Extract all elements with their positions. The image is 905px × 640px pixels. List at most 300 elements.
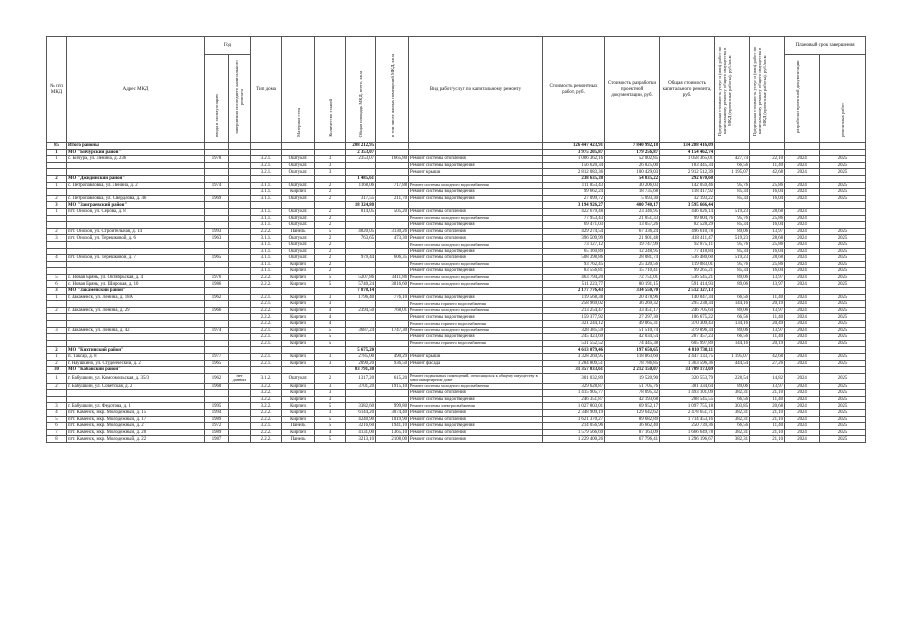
cell-deadline-design: 2024 [785, 307, 820, 314]
cell-deadline-design: 2024 [785, 416, 820, 423]
district-row [47, 175, 866, 182]
cell-total-cost: 99 265,21 [660, 268, 715, 275]
cell-residential-area: 776,10 [376, 294, 409, 301]
cell-wall-material: Кирпич [282, 274, 315, 281]
cell-number [47, 215, 67, 222]
cell-total-area: 5740,24 [346, 281, 376, 288]
cell-residential-area [376, 268, 409, 275]
cell-floors: 3 [315, 396, 346, 403]
cell-work-type: Ремонт системы отопления [409, 228, 543, 235]
cell-house-type: 2.2.2. [251, 409, 282, 416]
cell-design-cost: 13 057,26 [605, 222, 660, 229]
cell-limit-cost-2 [750, 202, 785, 209]
cell-deadline-repair [820, 149, 866, 156]
cell-work-type: Ремонт системы электроснабжения [409, 403, 543, 410]
cell-limit-cost-1: 95,76 [715, 215, 750, 222]
cell-number [47, 222, 67, 229]
cell-wall-material: Кирпич [282, 334, 315, 341]
cell-floors: 3 [315, 162, 346, 169]
cell-total-cost: 295 238,34 [660, 301, 715, 308]
cell-total-cost: 1 296 196,67 [660, 436, 715, 443]
cell-residential-area: 505,20 [376, 208, 409, 215]
table-row [47, 268, 866, 275]
cell-year-overhaul [229, 429, 251, 436]
cell-residential-area: 473,30 [376, 235, 409, 242]
cell-year-commission [205, 175, 229, 182]
cell-floors: 4 [315, 429, 346, 436]
table-row [47, 222, 866, 229]
cell-limit-cost-1: 1 195,07 [715, 169, 750, 176]
cell-address [67, 340, 205, 347]
cell-house-type: 3.1.1. [251, 222, 282, 229]
cell-year-commission: 1965 [205, 360, 229, 367]
table-row [47, 281, 866, 288]
cell-house-type: 2.2.2. [251, 281, 282, 288]
cell-work-type: Ремонт системы холодного водоснабжения [409, 307, 543, 314]
cell-year-commission: 1966 [205, 307, 229, 314]
cell-deadline-repair [820, 143, 866, 150]
cell-total-area: 2890,20 [346, 360, 376, 367]
cell-repair-cost: 245 423,69 [543, 334, 605, 341]
cell-total-area: 2394,50 [346, 307, 376, 314]
cell-year-overhaul [229, 347, 251, 354]
cell-limit-cost-1: 66,56 [715, 162, 750, 169]
cell-limit-cost-1: 382,31 [715, 436, 750, 443]
cell-year-commission: 1994 [205, 409, 229, 416]
col-header-wall-material-text: Материал стен [295, 108, 301, 137]
cell-repair-cost: 1 027 803,01 [543, 403, 605, 410]
cell-wall-material: Кирпич [282, 268, 315, 275]
cell-total-cost: 591 414,93 [660, 281, 715, 288]
cell-house-type: 3.1.1. [251, 268, 282, 275]
cell-year-commission: 1989 [205, 416, 229, 423]
cell-year-overhaul [229, 327, 251, 334]
cell-deadline-repair [820, 222, 866, 229]
cell-limit-cost-1: 66,56 [715, 334, 750, 341]
cell-floors: 2 [315, 255, 346, 262]
cell-limit-cost-2: 20,68 [750, 403, 785, 410]
cell-wall-material: Кирпич [282, 409, 315, 416]
cell-limit-cost-2: 28,68 [750, 235, 785, 242]
cell-year-commission: 1965 [205, 255, 229, 262]
cell-limit-cost-1: 303,85 [715, 403, 750, 410]
cell-limit-cost-2: 21,10 [750, 436, 785, 443]
cell-repair-cost: 301 032,89 [543, 373, 605, 383]
col-header-deadline-design [785, 55, 820, 143]
cell-floors [315, 149, 346, 156]
cell-total-cost: 288 545,55 [660, 396, 715, 403]
cell-year-overhaul [229, 423, 251, 430]
cell-address: г. Бабушкин, ул. Комсомольская, д. 35/3 [67, 373, 205, 383]
cell-total-cost: 4 810 730,11 [660, 347, 715, 354]
cell-work-type: Ремонт системы водоотведения [409, 396, 543, 403]
table-row [47, 390, 866, 397]
col-header-total-area [346, 37, 376, 143]
cell-house-type: 3.2.2. [251, 390, 282, 397]
cell-year-commission [205, 314, 229, 321]
cell-total-area [346, 390, 376, 397]
cell-residential-area [376, 169, 409, 176]
cell-number: 85 [47, 143, 67, 150]
cell-design-cost: 334 550,70 [605, 288, 660, 295]
cell-wall-material: Кирпич [282, 327, 315, 334]
cell-design-cost: 42 193,68 [605, 396, 660, 403]
cell-deadline-repair [820, 215, 866, 222]
table-row [47, 383, 866, 390]
cell-limit-cost-2: 16,04 [750, 248, 785, 255]
cell-deadline-repair: 2025 [820, 416, 866, 423]
cell-address: с. Петропавловка, ул. Свердлова, д. 46 [67, 195, 205, 202]
cell-deadline-design: 2024 [785, 195, 820, 202]
cell-floors: 4 [315, 314, 346, 321]
cell-deadline-design: 2024 [785, 281, 820, 288]
cell-deadline-design: 2024 [785, 354, 820, 361]
cell-year-overhaul [229, 175, 251, 182]
cell-wall-material [282, 347, 315, 354]
cell-deadline-repair [820, 208, 866, 215]
cell-wall-material: Оштукат. [282, 255, 315, 262]
cell-deadline-design: 2024 [785, 429, 820, 436]
cell-total-cost: 1 058 365,01 [660, 156, 715, 163]
cell-repair-cost: 422 679,48 [543, 208, 605, 215]
cell-address: пгт. Каменск, мкр. Молодежный, д. 17 [67, 416, 205, 423]
cell-residential-area: 1915,10 [376, 383, 409, 390]
cell-deadline-design: 2024 [785, 215, 820, 222]
cell-work-type: Ремонт системы отопления [409, 208, 543, 215]
cell-house-type: 3.1.1. [251, 195, 282, 202]
cell-total-area: 2785,00 [346, 354, 376, 361]
col-header-year-overhaul-text: завершения последнего капитального ремонта [233, 60, 244, 134]
cell-number [47, 396, 67, 403]
cell-repair-cost: 463 794,20 [543, 274, 605, 281]
cell-design-cost: 74 445,38 [605, 340, 660, 347]
cell-total-area [346, 222, 376, 229]
cell-year-overhaul: нет данных [229, 373, 251, 383]
cell-address: с. Новая Брянь, ул. Октябрьская, д. 4 [67, 274, 205, 281]
cell-year-overhaul [229, 416, 251, 423]
table-row [47, 189, 866, 196]
cell-house-type: 2.2.1. [251, 360, 282, 367]
cell-deadline-design: 2024 [785, 373, 820, 383]
cell-design-cost: 18 735,68 [605, 189, 660, 196]
cell-limit-cost-2: 20,19 [750, 301, 785, 308]
cell-deadline-repair: 2025 [820, 314, 866, 321]
cell-year-commission: 1968 [205, 383, 229, 390]
cell-year-commission [205, 202, 229, 209]
cell-floors: 5 [315, 228, 346, 235]
cell-deadline-design: 2024 [785, 162, 820, 169]
cell-design-cost: 28 081,74 [605, 255, 660, 262]
cell-year-commission: 1993 [205, 228, 229, 235]
cell-total-area: 3213,10 [346, 436, 376, 443]
table-row [47, 321, 866, 328]
cell-design-cost: 69 952,17 [605, 403, 660, 410]
cell-total-cost: 2 512 327,13 [660, 288, 715, 295]
cell-total-area: 7 878,14 [346, 288, 376, 295]
cell-limit-cost-1: 89,06 [715, 281, 750, 288]
cell-house-type: 3.2.1. [251, 423, 282, 430]
cell-work-type: Ремонт системы холодного водоснабжения [409, 241, 543, 248]
cell-design-cost: 49 065,31 [605, 321, 660, 328]
cell-floors: 2 [315, 261, 346, 268]
cell-deadline-design: 2024 [785, 409, 820, 416]
cell-number [47, 261, 67, 268]
cell-residential-area: 211,70 [376, 195, 409, 202]
cell-address: г. Наушкино, ул. Студенческий, д. 2 [67, 360, 205, 367]
cell-house-type: 2.2.2. [251, 416, 282, 423]
table-row [47, 396, 866, 403]
cell-floors: 3 [315, 169, 346, 176]
table-row [47, 354, 866, 361]
cell-floors: 5 [315, 423, 346, 430]
cell-year-commission [205, 169, 229, 176]
cell-number [47, 334, 67, 341]
cell-year-overhaul [229, 268, 251, 275]
cell-deadline-design [785, 367, 820, 374]
cell-year-overhaul [229, 255, 251, 262]
cell-year-commission [205, 347, 229, 354]
cell-residential-area [376, 202, 409, 209]
cell-total-cost: 183 445,34 [660, 162, 715, 169]
cell-year-overhaul [229, 235, 251, 242]
cell-address [67, 268, 205, 275]
cell-design-cost: 19 520,90 [605, 373, 660, 383]
cell-house-type: 3.2.2. [251, 396, 282, 403]
table-row [47, 314, 866, 321]
cell-year-overhaul [229, 436, 251, 443]
cell-year-commission: 1974 [205, 327, 229, 334]
cell-deadline-repair: 2025 [820, 241, 866, 248]
cell-year-commission [205, 334, 229, 341]
cell-number: 4 [47, 255, 67, 262]
cell-year-overhaul [229, 307, 251, 314]
cell-work-type [409, 288, 543, 295]
cell-residential-area: 490,29 [376, 354, 409, 361]
cell-year-commission: 1976 [205, 274, 229, 281]
cell-total-area [346, 301, 376, 308]
cell-address [67, 248, 205, 255]
cell-total-area: 6144,20 [346, 409, 376, 416]
table-row [47, 403, 866, 410]
cell-total-area: 317,55 [346, 195, 376, 202]
cell-total-area: 208 212,95 [346, 143, 376, 150]
col-header-floors-text: Количество этажей [327, 99, 333, 137]
cell-design-cost: 19 747,99 [605, 241, 660, 248]
cell-address: МО "Закаменский район" [67, 288, 205, 295]
cell-deadline-repair [820, 347, 866, 354]
cell-repair-cost: 3 328 269,95 [543, 354, 605, 361]
cell-limit-cost-1 [715, 149, 750, 156]
cell-limit-cost-2: 28,68 [750, 255, 785, 262]
cell-house-type: 3.2.1. [251, 169, 282, 176]
cell-work-type: Ремонт системы водоотведения [409, 268, 543, 275]
cell-work-type: Ремонт системы холодного водоснабжения [409, 182, 543, 189]
cell-floors: 3 [315, 390, 346, 397]
cell-limit-cost-2: 21,10 [750, 409, 785, 416]
cell-deadline-repair: 2025 [820, 373, 866, 383]
cell-total-cost: 418 411,47 [660, 235, 715, 242]
cell-limit-cost-2: 13,97 [750, 307, 785, 314]
cell-residential-area: 1665,80 [376, 156, 409, 163]
cell-work-type: Ремонт системы отопления [409, 409, 543, 416]
cell-design-cost: 72 751,01 [605, 274, 660, 281]
cell-wall-material [282, 367, 315, 374]
cell-design-cost: 30 206,03 [605, 182, 660, 189]
cell-deadline-repair [820, 175, 866, 182]
table-row [47, 228, 866, 235]
cell-year-overhaul [229, 301, 251, 308]
capital-repair-table [46, 36, 866, 443]
cell-house-type [251, 149, 282, 156]
cell-floors: 2 [315, 222, 346, 229]
cell-deadline-design: 2024 [785, 255, 820, 262]
cell-floors: 3 [315, 409, 346, 416]
cell-repair-cost: 156 620,34 [543, 162, 605, 169]
table-row [47, 215, 866, 222]
cell-repair-cost: 258 969,02 [543, 301, 605, 308]
cell-number: 5 [47, 416, 67, 423]
cell-floors [315, 288, 346, 295]
cell-floors: 5 [315, 274, 346, 281]
cell-work-type: Ремонт фасада [409, 360, 543, 367]
cell-total-cost: 379 896,34 [660, 327, 715, 334]
cell-address: пгт. Онохой, ул. Серова, д. 8 [67, 208, 205, 215]
cell-address [67, 215, 205, 222]
cell-deadline-repair: 2025 [820, 261, 866, 268]
cell-floors: 2 [315, 248, 346, 255]
cell-deadline-repair: 2025 [820, 189, 866, 196]
cell-limit-cost-2: 16,04 [750, 222, 785, 229]
cell-floors: 2 [315, 235, 346, 242]
cell-design-cost: 129 642,62 [605, 409, 660, 416]
cell-floors: 2 [315, 373, 346, 383]
cell-wall-material: Оштукат. [282, 373, 315, 383]
cell-deadline-design: 2024 [785, 222, 820, 229]
cell-residential-area: 768,01 [376, 307, 409, 314]
cell-limit-cost-2: 22,10 [750, 156, 785, 163]
cell-year-overhaul [229, 261, 251, 268]
cell-deadline-design: 2024 [785, 241, 820, 248]
cell-total-area: 83 791,30 [346, 367, 376, 374]
cell-address: г. Закаменск, ул. Ленина, д. 42 [67, 327, 205, 334]
cell-deadline-repair: 2025 [820, 294, 866, 301]
cell-work-type: Ремонт системы отопления [409, 436, 543, 443]
cell-deadline-repair: 2025 [820, 228, 866, 235]
cell-residential-area: 3874,40 [376, 409, 409, 416]
cell-year-overhaul [229, 248, 251, 255]
cell-design-cost: 67 336,24 [605, 228, 660, 235]
cell-address: с. Петропавловка, ул. Ленина, д. 2 [67, 182, 205, 189]
col-header-floors [315, 37, 346, 143]
cell-address: пгт. Онохой, ул. Терешковой, д. 7 [67, 255, 205, 262]
cell-floors [315, 202, 346, 209]
cell-address: г. Закаменск, ул. Ленина, д. 18А [67, 294, 205, 301]
cell-work-type: Ремонт системы горячего водоснабжения [409, 340, 543, 347]
cell-limit-cost-1: 85,34 [715, 268, 750, 275]
cell-design-cost: 27 297,30 [605, 314, 660, 321]
cell-deadline-repair: 2025 [820, 327, 866, 334]
cell-deadline-design: 2024 [785, 383, 820, 390]
cell-number [47, 340, 67, 347]
cell-residential-area: 717,88 [376, 182, 409, 189]
cell-number: 3 [47, 288, 67, 295]
cell-limit-cost-2: 21,10 [750, 429, 785, 436]
cell-limit-cost-2: 13,97 [750, 228, 785, 235]
col-header-limit-cost-1-text: Предельная стоимость услуг и (или) работ по капитальному ремонту общего имущества в МКД (проектные работы), руб./кв.м [717, 46, 733, 136]
cell-limit-cost-1: 444,54 [715, 360, 750, 367]
cell-limit-cost-2: 13,97 [750, 383, 785, 390]
cell-address [67, 169, 205, 176]
cell-work-type: Ремонт системы водоотведения [409, 189, 543, 196]
cell-total-area [346, 248, 376, 255]
cell-number: 2 [47, 360, 67, 367]
district-row [47, 149, 866, 156]
cell-total-area [346, 261, 376, 268]
cell-limit-cost-1: 427,74 [715, 156, 750, 163]
cell-limit-cost-1: 1 195,07 [715, 354, 750, 361]
cell-year-commission: 1989 [205, 429, 229, 436]
col-header-work-type: Вид работ/услуг по капитальному ремонту [409, 37, 543, 143]
cell-limit-cost-1 [715, 288, 750, 295]
cell-residential-area: 2108,00 [376, 436, 409, 443]
cell-deadline-design [785, 288, 820, 295]
table-row [47, 327, 866, 334]
cell-year-overhaul [229, 228, 251, 235]
cell-address [67, 396, 205, 403]
cell-limit-cost-2: 13,97 [750, 274, 785, 281]
cell-total-cost: 99 004,76 [660, 215, 715, 222]
cell-house-type [251, 143, 282, 150]
cell-wall-material: Кирпич [282, 396, 315, 403]
cell-year-overhaul [229, 143, 251, 150]
cell-year-overhaul [229, 360, 251, 367]
cell-house-type: 2.2.2. [251, 228, 282, 235]
cell-residential-area [376, 222, 409, 229]
cell-total-cost: 2 478 651,71 [660, 409, 715, 416]
table-row [47, 182, 866, 189]
cell-design-cost: 67 796,41 [605, 436, 660, 443]
cell-limit-cost-1: 89,06 [715, 307, 750, 314]
cell-work-type: Ремонт крыши [409, 169, 543, 176]
cell-wall-material: Панель [282, 436, 315, 443]
cell-floors: 3 [315, 383, 346, 390]
cell-wall-material: Кирпич [282, 314, 315, 321]
cell-work-type: Ремонт системы водоотведения [409, 222, 543, 229]
cell-wall-material: Кирпич [282, 429, 315, 436]
cell-limit-cost-2: 14,82 [750, 373, 785, 383]
cell-address [67, 334, 205, 341]
cell-total-area: 3701,20 [346, 383, 376, 390]
cell-total-cost: 3 447 133,75 [660, 354, 715, 361]
cell-number: 6 [47, 423, 67, 430]
cell-design-cost: 52 002,85 [605, 156, 660, 163]
table-row [47, 195, 866, 202]
cell-house-type: 2.2.2. [251, 429, 282, 436]
cell-total-cost: 92 875,11 [660, 241, 715, 248]
cell-residential-area [376, 347, 409, 354]
cell-total-cost: 1 097 755,18 [660, 403, 715, 410]
cell-total-area: 3687,24 [346, 327, 376, 334]
cell-wall-material [282, 175, 315, 182]
cell-repair-cost: 213 254,47 [543, 307, 605, 314]
cell-year-overhaul [229, 334, 251, 341]
cell-year-commission [205, 261, 229, 268]
cell-floors: 5 [315, 334, 346, 341]
cell-address [67, 321, 205, 328]
cell-wall-material: Кирпич [282, 360, 315, 367]
cell-number [47, 169, 67, 176]
cell-year-commission [205, 340, 229, 347]
